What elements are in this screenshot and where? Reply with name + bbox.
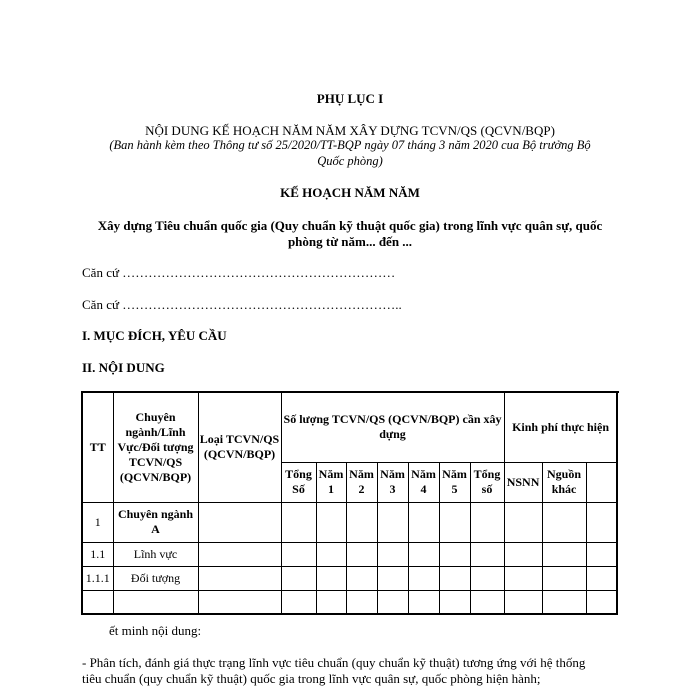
plan-description-line1: Xây dựng Tiêu chuẩn quốc gia (Quy chuẩn kỹ thuật quốc gia) trong lĩnh vực quân sự, quốc bbox=[97, 218, 603, 233]
table-row bbox=[82, 566, 617, 590]
subheader-year-5: Năm 5 bbox=[439, 462, 470, 502]
section-heading-purpose: I. MỤC ĐÍCH, YÊU CẦU bbox=[82, 328, 227, 343]
subheader-year-4: Năm 4 bbox=[408, 462, 439, 502]
row-name bbox=[113, 590, 198, 614]
row-tt bbox=[82, 590, 113, 614]
explanation-note: ết minh nội dung: bbox=[109, 623, 202, 638]
row-name: Đối tượng bbox=[113, 566, 198, 590]
header-field: Chuyên ngành/Lĩnh Vực/Đối tượng TCVN/QS (QCVN/BQP) bbox=[113, 392, 198, 502]
appendix-title: PHỤ LỤC I bbox=[316, 91, 384, 106]
paragraph-line-2: tiêu chuẩn (quy chuẩn kỹ thuật) quốc gia trong lĩnh vực quân sự, quốc phòng hiện hành; bbox=[82, 671, 541, 686]
header-budget: Kinh phí thực hiện bbox=[504, 392, 617, 462]
subheader-year-3: Năm 3 bbox=[377, 462, 408, 502]
table-row bbox=[82, 502, 617, 542]
header-tt: TT bbox=[82, 392, 113, 502]
subheader-total: Tổng Số bbox=[281, 462, 316, 502]
basis-line-2: Căn cứ ……………………………………………………….. bbox=[82, 297, 402, 312]
header-type: Loại TCVN/QS (QCVN/BQP) bbox=[198, 392, 281, 502]
row-tt: 1 bbox=[82, 502, 113, 542]
header-count: Số lượng TCVN/QS (QCVN/BQP) cần xây dựng bbox=[281, 392, 504, 462]
subheader-budget-total: Tổng số bbox=[470, 462, 504, 502]
subheader-year-1: Năm 1 bbox=[316, 462, 346, 502]
subheader-nsnn: NSNN bbox=[504, 462, 542, 502]
content-subtitle: NỘI DUNG KẾ HOẠCH NĂM NĂM XÂY DỰNG TCVN/QS (QCVN/BQP) bbox=[145, 123, 555, 138]
issued-note-line1: (Ban hành kèm theo Thông tư số 25/2020/TT-BQP ngày 07 tháng 3 năm 2020 cua Bộ trưởng Bộ bbox=[109, 138, 591, 152]
plan-table bbox=[81, 391, 618, 615]
row-name: Chuyên ngành A bbox=[113, 502, 198, 542]
plan-description-line2: phòng từ năm... đến ... bbox=[287, 234, 413, 249]
row-name: Lĩnh vực bbox=[113, 542, 198, 566]
subheader-other: Nguồn khác bbox=[542, 462, 586, 502]
subheader-year-2: Năm 2 bbox=[346, 462, 377, 502]
paragraph-line-1: - Phân tích, đánh giá thực trạng lĩnh vực tiêu chuẩn (quy chuẩn kỹ thuật) tương ứng với hệ thống bbox=[82, 655, 586, 670]
table-row bbox=[82, 590, 617, 614]
row-tt: 1.1.1 bbox=[82, 566, 113, 590]
issued-note-line2: Quốc phòng) bbox=[317, 154, 383, 168]
table-row bbox=[82, 542, 617, 566]
basis-line-1: Căn cứ ……………………………………………………… bbox=[82, 265, 396, 280]
row-tt: 1.1 bbox=[82, 542, 113, 566]
plan-title: KẾ HOẠCH NĂM NĂM bbox=[280, 185, 420, 200]
section-heading-content: II. NỘI DUNG bbox=[82, 360, 165, 375]
